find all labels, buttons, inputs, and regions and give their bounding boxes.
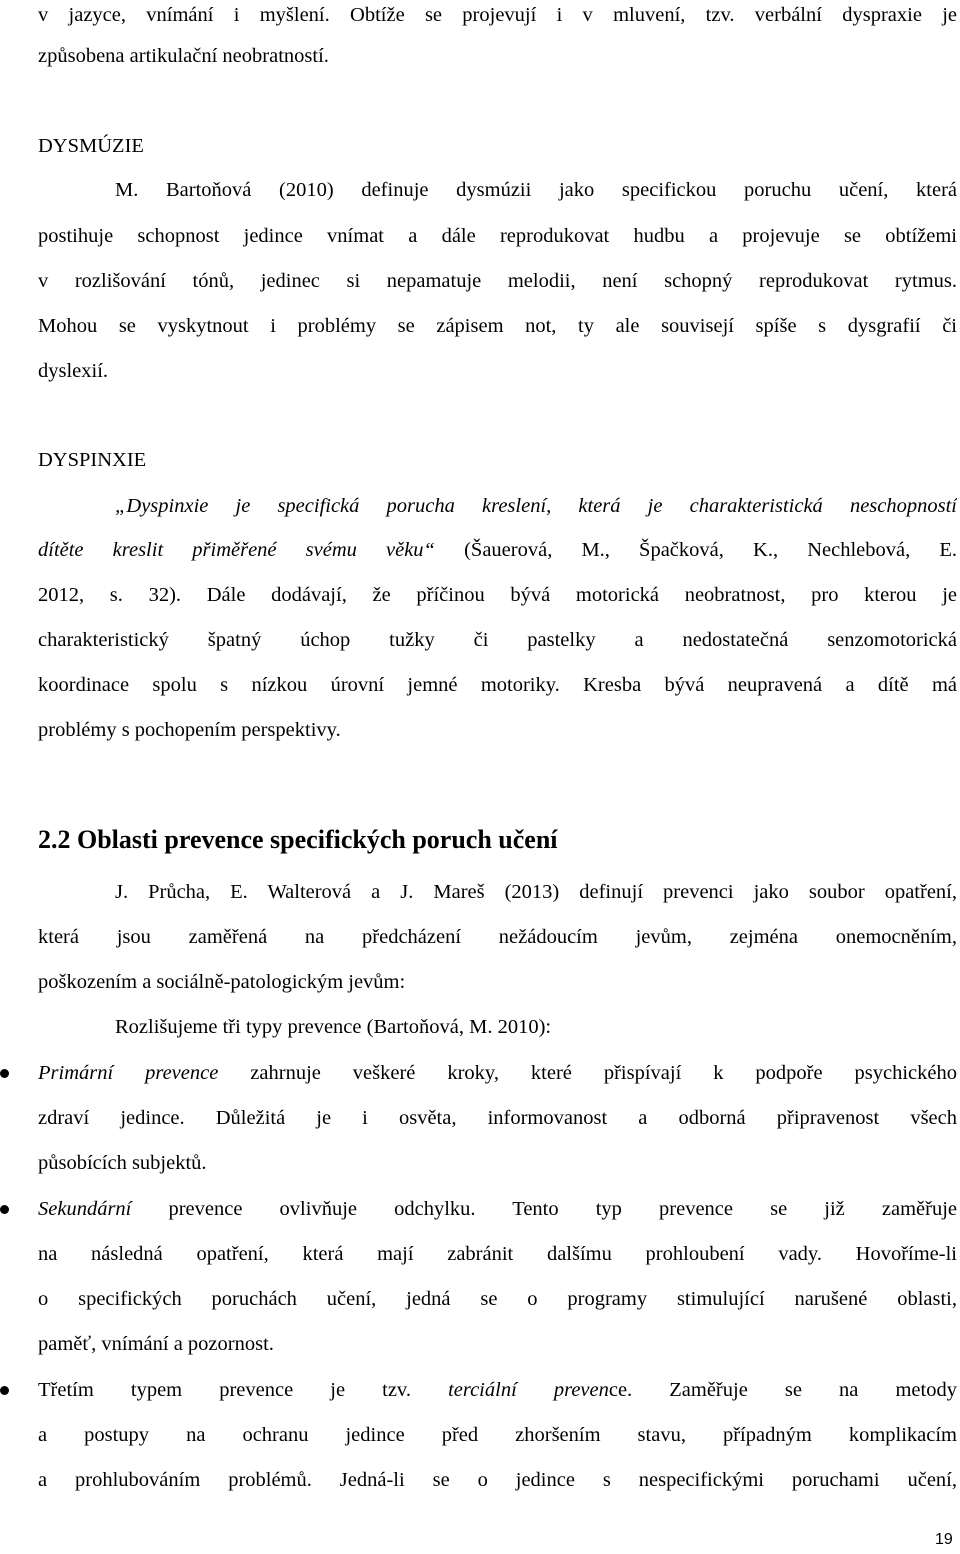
quote-line <box>115 494 957 518</box>
bullet-icon <box>0 1205 9 1214</box>
text-line: poškozením a sociálně-patologickým jevům: <box>38 971 406 993</box>
section-label-dyspinxie: DYSPINXIE <box>38 449 147 471</box>
text-line <box>38 538 957 562</box>
text-line: charakteristický špatný úchop tužky či pastelky a nedostatečná senzomotorická <box>38 629 957 651</box>
text-line: v jazyce, vnímání i myšlení. Obtíže se projevují i v mluvení, tzv. verbální dyspraxie je <box>38 4 957 26</box>
list-item-line: a postupy na ochranu jedince před zhoršením stavu, případným komplikacím <box>38 1424 957 1446</box>
text-line: problémy s pochopením perspektivy. <box>38 719 341 741</box>
text-line: koordinace spolu s nízkou úrovní jemné motoriky. Kresba bývá neupravená a dítě má <box>38 674 957 696</box>
quote-text: dítěte kreslit přiměřené svému věku“ <box>38 539 435 561</box>
term-text: Primární prevence <box>38 1062 219 1084</box>
quote-text: „Dyspinxie je specifická porucha kreslení, která je charakteristická neschopností <box>115 495 957 517</box>
page-number: 19 <box>935 1531 953 1548</box>
item-text: zahrnuje veškeré kroky, které přispívají k podpoře psychického <box>218 1062 957 1084</box>
term-text: terciální preven <box>448 1379 609 1401</box>
text-line: způsobena artikulační neobratností. <box>38 45 329 67</box>
list-item-line: o specifických poruchách učení, jedná se o programy stimulující narušené oblasti, <box>38 1288 957 1310</box>
list-item-line: působících subjektů. <box>38 1152 207 1174</box>
list-item-line: a prohlubováním problémů. Jedná-li se o jedince s nespecifickými poruchami učení, <box>38 1469 957 1491</box>
list-item-line: paměť, vnímání a pozornost. <box>38 1333 274 1355</box>
section-heading: 2.2 Oblasti prevence specifických poruch učení <box>38 825 558 854</box>
text-line: která jsou zaměřená na předcházení nežádoucím jevům, zejména onemocněním, <box>38 926 957 948</box>
item-text: Třetím typem prevence je tzv. <box>38 1379 449 1401</box>
text-line: Rozlišujeme tři typy prevence (Bartoňová, M. 2010): <box>115 1016 552 1038</box>
text-line: v rozlišování tónů, jedinec si nepamatuje melodii, není schopný reprodukovat rytmus. <box>38 270 957 292</box>
bullet-icon <box>0 1386 9 1395</box>
list-item-line <box>38 1197 957 1221</box>
text-line: postihuje schopnost jedince vnímat a dále reprodukovat hudbu a projevuje se obtížemi <box>38 225 957 247</box>
item-text: ce. Zaměřuje se na metody <box>608 1379 957 1401</box>
term-text: Sekundární <box>38 1198 132 1220</box>
citation-text: (Šauerová, M., Špačková, K., Nechlebová, E. <box>434 539 957 561</box>
text-line: 2012, s. 32). Dále dodávají, že příčinou bývá motorická neobratnost, pro kterou je <box>38 584 957 606</box>
list-item-line <box>38 1378 957 1402</box>
text-line: M. Bartoňová (2010) definuje dysmúzii jako specifickou poruchu učení, která <box>115 179 957 201</box>
text-line: Mohou se vyskytnout i problémy se zápisem not, ty ale souvisejí spíše s dysgrafií či <box>38 315 957 337</box>
list-item-line: zdraví jedince. Důležitá je i osvěta, informovanost a odborná připravenost všech <box>38 1107 957 1129</box>
list-item-line <box>38 1061 957 1085</box>
section-label-dysmuzie: DYSMÚZIE <box>38 135 144 157</box>
list-item-line: na následná opatření, která mají zabránit dalšímu prohloubení vady. Hovoříme-li <box>38 1243 957 1265</box>
bullet-icon <box>0 1069 9 1078</box>
item-text: prevence ovlivňuje odchylku. Tento typ prevence se již zaměřuje <box>131 1198 957 1220</box>
text-line: dyslexií. <box>38 360 109 382</box>
text-line: J. Průcha, E. Walterová a J. Mareš (2013) definují prevenci jako soubor opatření, <box>115 881 957 903</box>
